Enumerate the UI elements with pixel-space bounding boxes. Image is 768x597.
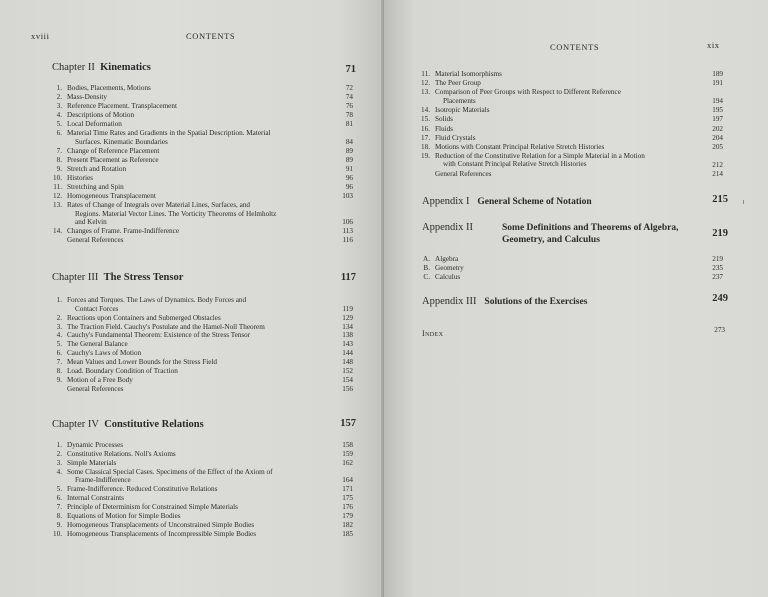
entry-title-line: Some Classical Special Cases. Specimens of the Effect of the Axiom of — [67, 467, 273, 476]
entry-number: 1. — [56, 441, 62, 449]
entry-number: 6. — [56, 129, 62, 138]
toc-entry-page: 158 — [342, 441, 353, 449]
toc-entry-page: 195 — [712, 106, 723, 115]
entry-title-line: Frame-Indifference. Reduced Constitutive Relations — [67, 485, 218, 494]
appendix-3-page: 249 — [712, 293, 728, 304]
entry-number: 12. — [53, 192, 62, 201]
chapter-title: Constitutive Relations — [104, 419, 204, 430]
toc-entry-page: 148 — [342, 358, 353, 367]
entry-title-line: with Constant Principal Relative Stretch Histories — [443, 160, 587, 169]
toc-entry — [53, 174, 93, 183]
entry-title-line: Descriptions of Motion — [67, 111, 135, 120]
entry-title-line: The Peer Group — [435, 79, 481, 88]
appendix-2-entry — [423, 273, 461, 282]
entry-number: 7. — [56, 503, 62, 512]
entry-title-line: Reduction of the Constitutive Relation for a Simple Material in a Motion — [435, 151, 645, 160]
toc-entry — [56, 129, 271, 146]
appendix-2-entry — [423, 264, 464, 273]
toc-entry — [56, 322, 265, 332]
entry-title-line: Motion of a Free Body — [67, 376, 133, 385]
entry-number: 4. — [56, 111, 62, 120]
index-label: Index — [422, 329, 444, 338]
entry-number: 2. — [56, 93, 62, 102]
toc-entry-page: 113 — [342, 227, 353, 236]
entry-number: B. — [423, 264, 430, 273]
toc-entry — [421, 79, 481, 88]
toc-entry — [421, 133, 476, 143]
appendix-1-heading — [422, 196, 592, 207]
entry-number: 10. — [53, 530, 62, 539]
entry-title-line: Contact Forces — [75, 304, 119, 313]
toc-entry-page: 76 — [345, 102, 353, 111]
toc-entry-page: 78 — [345, 111, 353, 120]
entry-number: 3. — [56, 458, 62, 467]
toc-entry-page: 144 — [342, 349, 353, 358]
entry-title-line: Reactions upon Containers and Submerged Obstacles — [67, 313, 221, 322]
toc-entry-page: 103 — [342, 192, 353, 201]
entry-title-line: Homogeneous Transplacements of Incompressible Simple Bodies — [67, 530, 257, 539]
entry-title-line: Homogeneous Transplacements of Unconstrained Simple Bodies — [67, 521, 255, 530]
entry-number: C. — [423, 273, 430, 282]
chapter-title: Kinematics — [100, 62, 151, 73]
entry-title-line: Homogeneous Transplacement — [67, 192, 156, 201]
toc-entry-page: 119 — [342, 304, 353, 313]
entry-title-line: Comparison of Peer Groups with Respect to Different Reference — [435, 88, 621, 97]
toc-entry-page: 204 — [712, 133, 723, 142]
right-runhead-title: CONTENTS — [550, 42, 600, 52]
toc-entry — [56, 494, 124, 503]
entry-number: 12. — [421, 79, 430, 88]
entry-number: 8. — [56, 155, 62, 164]
entry-number: 9. — [56, 376, 62, 385]
entry-title-line: Load. Boundary Condition of Traction — [67, 367, 178, 376]
entry-title-line: The General Balance — [67, 340, 128, 349]
toc-entry — [56, 296, 247, 313]
toc-entry — [421, 115, 453, 124]
toc-entry-page: 116 — [342, 236, 353, 245]
appendix-1-title: General Scheme of Notation — [477, 197, 592, 207]
entry-number: 7. — [56, 358, 62, 367]
entry-number: 2. — [56, 313, 62, 322]
toc-entry — [56, 449, 176, 459]
toc-entry-page: 84 — [345, 137, 353, 146]
entry-title-line: Fluids — [435, 124, 453, 133]
entry-number: 3. — [56, 322, 62, 331]
toc-entry-page: 162 — [342, 458, 353, 467]
entry-title-line: Dynamic Processes — [67, 441, 124, 449]
chapter-page: 71 — [345, 64, 356, 75]
toc-entry — [56, 376, 133, 385]
entry-title-line: Present Placement as Reference — [67, 155, 159, 164]
toc-entry — [56, 521, 255, 530]
chapter-heading — [52, 62, 151, 73]
appendix-2-title-line-2: Geometry, and Calculus — [502, 235, 600, 245]
entry-number: 5. — [56, 340, 62, 349]
toc-entry — [56, 331, 251, 340]
toc-entry-page: 143 — [342, 340, 353, 349]
toc-entry-page: 138 — [342, 331, 353, 340]
entry-number: 15. — [421, 115, 430, 124]
toc-entry — [56, 313, 221, 323]
chapter-heading — [52, 419, 204, 430]
appendix-2-entry-page: 237 — [712, 273, 723, 282]
entry-number: 3. — [56, 102, 62, 111]
entry-title-line: Material Time Rates and Gradients in the Spatial Description. Material — [67, 129, 271, 138]
toc-entry — [435, 170, 491, 179]
entry-title-line: Equations of Motion for Simple Bodies — [67, 512, 181, 521]
appendix-3-title: Solutions of the Exercises — [484, 297, 588, 307]
entry-number: 6. — [56, 349, 62, 358]
entry-title-line: Rates of Change of Integrals over Material Lines, Surfaces, and — [67, 201, 251, 210]
entry-title-line: Principle of Determinism for Constrained Simple Materials — [67, 503, 238, 512]
entry-number: 1. — [56, 84, 62, 92]
toc-entry — [56, 349, 142, 358]
entry-title-line: Constitutive Relations. Noll's Axioms — [67, 449, 176, 458]
toc-entry-page: 197 — [712, 115, 723, 124]
toc-entry — [56, 358, 217, 367]
entry-number: 1. — [56, 296, 62, 304]
appendix-2-entry-page: 235 — [712, 264, 723, 273]
entry-title-line: Regions. Material Vector Lines. The Vorticity Theorems of Helmholtz — [75, 209, 277, 218]
toc-entry-page: 194 — [712, 97, 723, 106]
entry-number: A. — [423, 255, 430, 263]
entry-number: 17. — [421, 133, 430, 142]
chapter-heading — [52, 272, 183, 283]
toc-entry — [56, 503, 238, 512]
entry-number: 13. — [53, 201, 62, 210]
entry-number: 18. — [421, 142, 430, 151]
toc-entry — [56, 146, 160, 156]
entry-title-line: Simple Materials — [67, 458, 117, 467]
entry-title-line: and Kelvin — [75, 218, 107, 227]
entry-title-line: Mean Values and Lower Bounds for the Stress Field — [67, 358, 217, 367]
entry-number: 19. — [421, 151, 430, 160]
entry-title-line: Cauchy's Laws of Motion — [67, 349, 142, 358]
toc-entry-page: 106 — [342, 218, 353, 227]
left-runhead-number: xviii — [31, 31, 50, 41]
appendix-2-title — [502, 222, 678, 246]
entry-title-line: Reference Placement. Transplacement — [67, 102, 177, 111]
toc-entry-page: 159 — [342, 449, 353, 458]
toc-entry-page: 191 — [712, 79, 723, 88]
toc-entry — [421, 124, 453, 134]
entry-number: 5. — [56, 485, 62, 494]
entry-number: 8. — [56, 367, 62, 376]
toc-entry-page: 214 — [712, 169, 723, 178]
toc-entry — [56, 111, 135, 120]
toc-entry-page: 182 — [342, 521, 353, 530]
toc-entry — [53, 227, 180, 236]
toc-entry-page: 72 — [345, 84, 353, 92]
appendix-2-page: 219 — [712, 228, 728, 239]
toc-entry-page: 212 — [712, 160, 723, 169]
entry-title-line: Solids — [435, 115, 453, 124]
toc-entry — [56, 458, 117, 468]
toc-entry — [56, 367, 178, 376]
toc-entry-page: 175 — [342, 494, 353, 503]
entry-number: 4. — [56, 467, 62, 476]
entry-number: 8. — [56, 512, 62, 521]
toc-entry — [67, 236, 123, 245]
toc-entry-page: 164 — [342, 476, 353, 485]
entry-title-line: Internal Constraints — [67, 494, 124, 503]
appendix-2-heading — [422, 222, 473, 233]
chapter-page: 157 — [340, 418, 356, 429]
toc-entry — [421, 151, 645, 169]
index-page: 273 — [714, 326, 725, 334]
entry-title-line: General References — [435, 169, 492, 178]
entry-title-line: Algebra — [435, 255, 459, 263]
chapter-label: Chapter II — [52, 62, 95, 73]
toc-entry-page: 96 — [345, 183, 353, 192]
toc-entry-page: 96 — [345, 174, 353, 182]
entry-title-line: Stretching and Spin — [67, 183, 124, 192]
toc-entry-page: 156 — [342, 385, 353, 394]
toc-entry-page: 171 — [342, 485, 353, 494]
page-mark — [743, 200, 744, 204]
toc-entry-page: 91 — [345, 164, 353, 173]
entry-number: 13. — [421, 88, 430, 97]
chapter-page: 117 — [340, 272, 356, 283]
chapter-label: Chapter III — [52, 272, 99, 283]
right-runhead-number: xix — [707, 40, 720, 50]
toc-entry — [421, 106, 490, 115]
entry-title-line: Local Deformation — [67, 120, 122, 129]
entry-title-line: General References — [67, 236, 124, 245]
toc-entry-page: 134 — [342, 322, 353, 331]
chapter-label: Chapter IV — [52, 419, 99, 430]
toc-entry — [56, 120, 122, 129]
right-page — [384, 0, 768, 597]
toc-entry — [421, 70, 502, 79]
entry-title-line: Changes of Frame. Frame-Indifference — [67, 227, 180, 236]
entry-title-line: Frame-Indifference — [75, 476, 131, 485]
entry-title-line: General References — [67, 385, 124, 394]
toc-entry — [421, 88, 621, 105]
toc-entry-page: 154 — [342, 376, 353, 385]
appendix-1-page: 215 — [712, 194, 728, 205]
toc-entry-page: 176 — [342, 503, 353, 512]
toc-entry — [56, 485, 218, 494]
entry-number: 7. — [56, 146, 62, 155]
toc-entry-page: 81 — [345, 120, 353, 129]
entry-number: 5. — [56, 120, 62, 129]
entry-title-line: Forces and Torques. The Laws of Dynamics. Body Forces and — [67, 296, 247, 304]
entry-number: 2. — [56, 449, 62, 458]
entry-title-line: Isotropic Materials — [435, 106, 490, 115]
toc-entry — [421, 142, 605, 152]
toc-entry — [67, 385, 123, 394]
appendix-2-label: Appendix II — [422, 222, 474, 233]
toc-entry-page: 152 — [342, 367, 353, 376]
toc-entry — [53, 201, 277, 227]
appendix-2-entry-page: 219 — [712, 255, 723, 263]
toc-entry — [56, 441, 124, 450]
toc-entry-page: 89 — [345, 146, 353, 155]
entry-title-line: Histories — [67, 174, 93, 182]
entry-number: 9. — [56, 521, 62, 530]
entry-number: 14. — [421, 106, 430, 115]
entry-number: 16. — [421, 124, 430, 133]
toc-entry-page: 89 — [345, 155, 353, 164]
entry-title-line: Cauchy's Fundamental Theorem: Existence of the Stress Tensor — [67, 331, 251, 340]
toc-entry-page: 189 — [712, 70, 723, 78]
left-runhead-title: CONTENTS — [186, 31, 236, 41]
entry-title-line: Geometry — [435, 264, 464, 273]
entry-title-line: Fluid Crystals — [435, 133, 476, 142]
appendix-3-label: Appendix III — [422, 296, 477, 307]
toc-entry — [56, 155, 159, 165]
toc-entry — [53, 183, 124, 192]
toc-entry-page: 202 — [712, 124, 723, 133]
entry-number: 9. — [56, 164, 62, 173]
toc-entry — [56, 102, 177, 111]
entry-title-line: Material Isomorphisms — [435, 70, 502, 78]
entry-title-line: Mass-Density — [67, 93, 107, 102]
entry-title-line: Stretch and Rotation — [67, 164, 127, 173]
appendix-1-label: Appendix I — [422, 196, 470, 207]
toc-entry-page: 74 — [345, 93, 353, 102]
entry-title-line: Placements — [443, 96, 476, 105]
entry-number: 11. — [421, 70, 430, 78]
toc-entry — [53, 192, 156, 201]
toc-entry — [53, 530, 257, 539]
entry-title-line: Surfaces. Kinematic Boundaries — [75, 137, 168, 146]
appendix-3-heading — [422, 296, 587, 307]
toc-entry — [56, 93, 107, 102]
toc-entry-page: 185 — [342, 530, 353, 539]
entry-number: 6. — [56, 494, 62, 503]
toc-entry-page: 129 — [342, 313, 353, 322]
entry-title-line: Motions with Constant Principal Relative Stretch Histories — [435, 142, 605, 151]
entry-number: 14. — [53, 227, 62, 236]
appendix-2-entry — [423, 255, 459, 264]
entry-number: 10. — [53, 174, 62, 182]
entry-number: 4. — [56, 331, 62, 340]
entry-title-line: Calculus — [435, 273, 461, 282]
toc-entry — [56, 467, 273, 485]
toc-entry-page: 179 — [342, 512, 353, 521]
entry-title-line: Change of Reference Placement — [67, 146, 160, 155]
toc-entry-page: 205 — [712, 142, 723, 151]
toc-entry — [56, 340, 128, 349]
entry-number: 11. — [53, 183, 62, 192]
chapter-title: The Stress Tensor — [103, 272, 184, 283]
entry-title-line: The Traction Field. Cauchy's Postulate and the Hamel-Noll Theorem — [67, 322, 265, 331]
toc-entry — [56, 164, 127, 174]
toc-entry — [56, 84, 151, 93]
entry-title-line: Bodies, Placements, Motions — [67, 84, 151, 92]
toc-entry — [56, 512, 181, 521]
appendix-2-title-line-1: Some Definitions and Theorems of Algebra, — [502, 223, 679, 233]
